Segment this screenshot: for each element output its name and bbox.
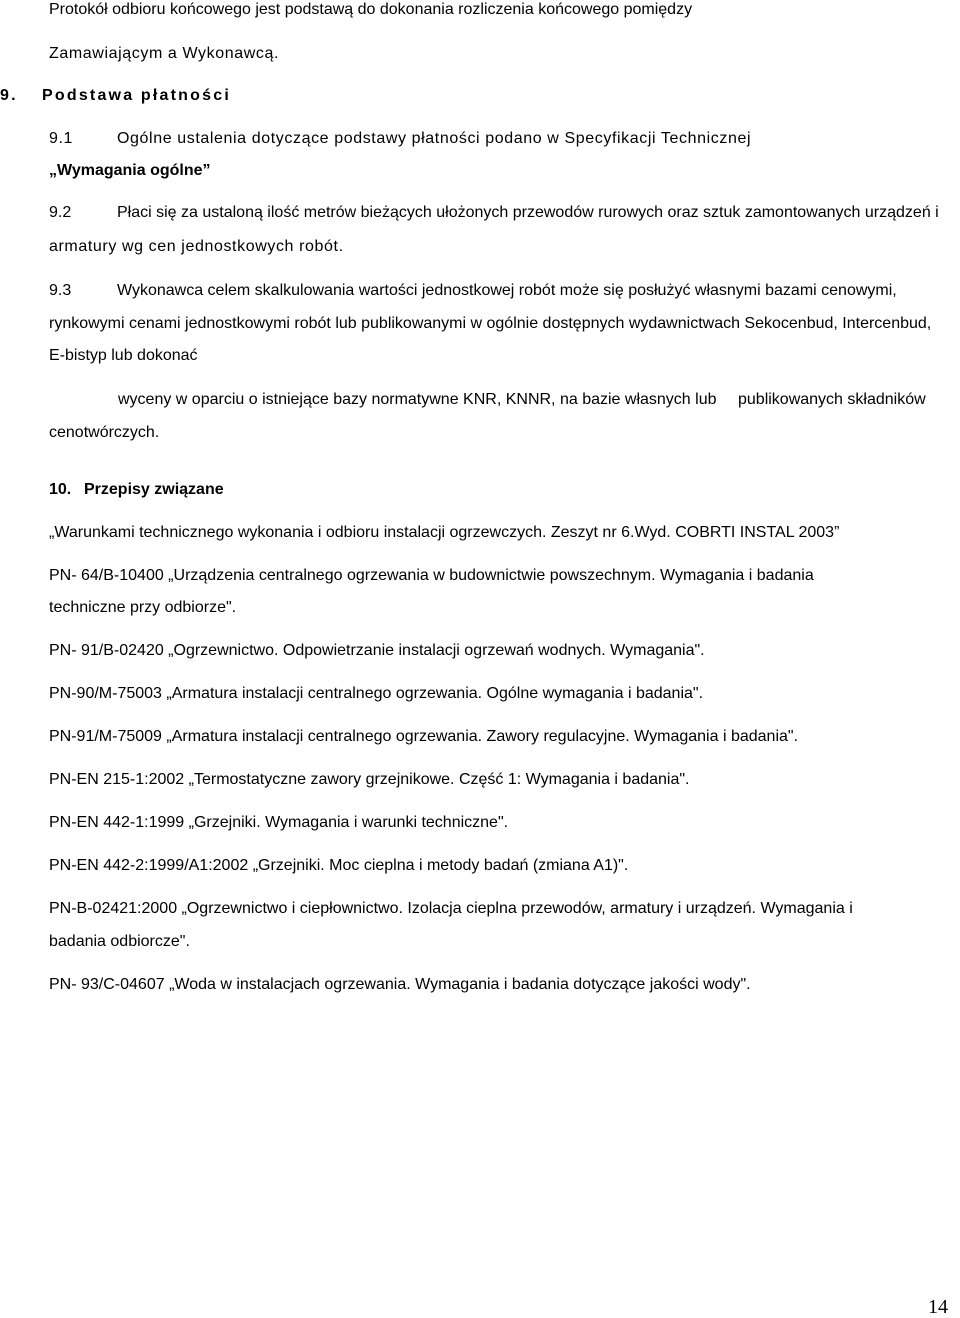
paragraph-9-1 (49, 129, 751, 149)
paragraph-9-3-line-4a: wyceny w oparciu o istniejące bazy normatywne KNR, KNNR, na bazie własnych lub (118, 391, 717, 408)
reference-item: PN- 93/C-04607 „Woda w instalacjach ogrzewania. Wymagania i badania dotyczące jakości wody". (49, 976, 751, 993)
paragraph-9-1-text: Ogólne ustalenia dotyczące podstawy płatności podano w Specyfikacji Technicznej (117, 130, 752, 147)
paragraph-9-2-number: 9.2 (49, 204, 72, 221)
section-9-title: Podstawa płatności (42, 87, 231, 104)
paragraph-9-3-line-2: rynkowymi cenami jednostkowymi robót lub publikowanymi w ogólnie dostępnych wydawnictwach Sekocenbud, Intercenbud, (49, 315, 932, 332)
paragraph-9-3-text: Wykonawca celem skalkulowania wartości jednostkowej robót może się posłużyć własnymi bazami cenowymi, (117, 282, 897, 299)
paragraph-9-2-line-1 (49, 203, 939, 223)
paragraph-9-1-subtitle: „Wymagania ogólne” (49, 162, 211, 179)
section-9-number: 9. (0, 87, 18, 104)
paragraph-9-3-line-5: cenotwórczych. (49, 424, 160, 441)
reference-item: „Warunkami technicznego wykonania i odbioru instalacji ogrzewczych. Zeszyt nr 6.Wyd. COBRTI INSTAL 2003” (49, 524, 840, 541)
reference-item: PN- 64/B-10400 „Urządzenia centralnego ogrzewania w budownictwie powszechnym. Wymagania i badania (49, 567, 814, 584)
reference-item: PN-B-02421:2000 „Ogrzewnictwo i ciepłownictwo. Izolacja cieplna przewodów, armatury i urządzeń. Wymagania i (49, 900, 853, 917)
reference-item: PN-EN 215-1:2002 „Termostatyczne zawory grzejnikowe. Część 1: Wymagania i badania". (49, 771, 690, 788)
paragraph-9-2-line-2: armatury wg cen jednostkowych robót. (49, 238, 344, 255)
paragraph-9-3-line-1 (49, 281, 897, 301)
reference-item: PN- 91/B-02420 „Ogrzewnictwo. Odpowietrzanie instalacji ogrzewań wodnych. Wymagania". (49, 642, 705, 659)
paragraph-9-3-number: 9.3 (49, 282, 72, 299)
reference-item-continued: badania odbiorcze". (49, 933, 190, 950)
reference-item-continued: techniczne przy odbiorze". (49, 599, 237, 616)
paragraph-9-2-text: Płaci się za ustaloną ilość metrów bieżących ułożonych przewodów rurowych oraz sztuk zamontowanych urządzeń i (117, 204, 939, 221)
page-number: 14 (928, 1296, 948, 1318)
reference-item: PN-91/M-75009 „Armatura instalacji centralnego ogrzewania. Zawory regulacyjne. Wymagania i badania". (49, 728, 799, 745)
section-10-title: Przepisy związane (84, 481, 224, 498)
paragraph-9-3-line-4b: publikowanych składników (738, 391, 926, 408)
section-9-heading (0, 86, 231, 106)
reference-item: PN-90/M-75003 „Armatura instalacji centralnego ogrzewania. Ogólne wymagania i badania". (49, 685, 704, 702)
paragraph-9-1-number: 9.1 (49, 130, 74, 147)
paragraph-9-3-line-3: E-bistyp lub dokonać (49, 347, 198, 364)
section-10-heading (49, 480, 224, 500)
intro-line-2: Zamawiającym a Wykonawcą. (49, 45, 280, 62)
reference-item: PN-EN 442-1:1999 „Grzejniki. Wymagania i warunki techniczne". (49, 814, 509, 831)
intro-line-1: Protokół odbioru końcowego jest podstawą do dokonania rozliczenia końcowego pomiędzy (49, 1, 693, 18)
section-10-number: 10. (49, 481, 72, 498)
reference-item: PN-EN 442-2:1999/A1:2002 „Grzejniki. Moc cieplna i metody badań (zmiana A1)". (49, 857, 629, 874)
